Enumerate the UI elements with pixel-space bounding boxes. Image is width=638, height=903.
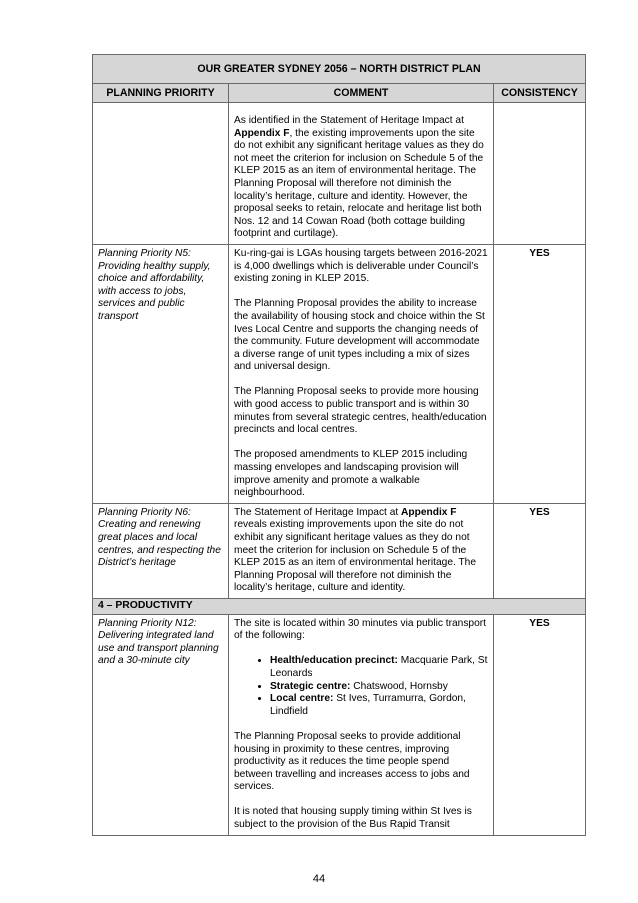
comment-text: The Statement of Heritage Impact at xyxy=(234,506,402,518)
comment-paragraph: The Planning Proposal seeks to provide more housing with good access to public transport and is within 30 minutes from several strategic centres, health/education precincts and local centres. xyxy=(234,386,487,436)
comment-text: , the existing improvements upon the site do not exhibit any significant heritage values as they do not meet the criterion for inclusion on Schedule 5 of the KLEP 2015 as an item of environmental heritage. The Planning Proposal will therefore not diminish the locality’s heritage, culture and identity. However, the proposal seeks to retain, relocate and heritage list both Nos. 12 and 14 Cowan Road (both cottage building footprint and curtilage). xyxy=(234,127,484,240)
priority-cell: Planning Priority N6: Creating and renewing great places and local centres, and respecting the District’s heritage xyxy=(93,503,229,598)
comment-text: As identified in the Statement of Heritage Impact at xyxy=(234,115,464,126)
north-district-plan-table xyxy=(92,54,586,836)
list-item-text: St Ives, Turramurra, Gordon, Lindfield xyxy=(270,693,466,717)
priority-cell: Planning Priority N12: Delivering integrated land use and transport planning and a 30-minute city xyxy=(93,614,229,835)
list-item xyxy=(270,681,488,694)
list-item-label: Local centre: xyxy=(270,693,334,705)
list-item xyxy=(270,693,488,718)
consistency-cell: YES xyxy=(494,244,586,503)
section-row xyxy=(93,598,586,614)
appendix-reference: Appendix F xyxy=(401,506,457,518)
comment-paragraph: The Planning Proposal provides the ability to increase the availability of housing stock and choice within the St Ives Local Centre and supports the changing needs of the community. Future development will accommodate a diverse range of unit types including a mix of sizes and universal design. xyxy=(234,298,485,373)
table-title: OUR GREATER SYDNEY 2056 – NORTH DISTRICT PLAN xyxy=(93,55,586,84)
centres-list xyxy=(234,655,488,718)
list-item-label: Strategic centre: xyxy=(270,680,351,692)
list-item-label: Health/education precinct: xyxy=(270,655,398,667)
comment-paragraph: The proposed amendments to KLEP 2015 including massing envelopes and landscaping provision will improve amenity and promote a walkable neighbourhood. xyxy=(234,449,468,499)
section-heading: 4 – PRODUCTIVITY xyxy=(93,598,586,614)
priority-cell: Planning Priority N5: Providing healthy supply, choice and affordability, with access to jobs, services and public transport xyxy=(93,244,229,503)
consistency-cell xyxy=(494,103,586,245)
list-item-text: Macquarie Park, St Leonards xyxy=(270,655,488,679)
comment-paragraph: It is noted that housing supply timing within St Ives is subject to the provision of the Bus Rapid Transit xyxy=(234,806,472,831)
table-row xyxy=(93,103,586,245)
table-row xyxy=(93,244,586,503)
comment-cell xyxy=(229,503,494,598)
comment-cell xyxy=(229,614,494,835)
comment-paragraph: The site is located within 30 minutes via public transport of the following: xyxy=(234,617,486,642)
comment-cell xyxy=(229,244,494,503)
header-row xyxy=(93,84,586,103)
list-item xyxy=(270,655,488,680)
consistency-cell: YES xyxy=(494,614,586,835)
comment-paragraph: The Planning Proposal seeks to provide additional housing in proximity to these centres, improving productivity as it reduces the time people spend between travelling and increases access to jobs and services. xyxy=(234,730,470,793)
list-item-text: Chatswood, Hornsby xyxy=(350,680,448,692)
table-row xyxy=(93,614,586,835)
header-comment: COMMENT xyxy=(229,84,494,103)
page-number: 44 xyxy=(312,873,326,885)
priority-cell xyxy=(93,103,229,245)
comment-cell xyxy=(229,103,494,245)
header-planning-priority: PLANNING PRIORITY xyxy=(93,84,229,103)
consistency-cell: YES xyxy=(494,503,586,598)
comment-paragraph xyxy=(234,115,488,241)
table-row xyxy=(93,503,586,598)
header-consistency: CONSISTENCY xyxy=(494,84,586,103)
comment-paragraph: Ku-ring-gai is LGAs housing targets between 2016-2021 is 4,000 dwellings which is deliverable under Council’s existing zoning in KLEP 2015. xyxy=(234,247,488,285)
appendix-reference: Appendix F xyxy=(234,127,290,139)
comment-text: reveals existing improvements upon the site do not exhibit any significant heritage values as they do not meet the criterion for inclusion on Schedule 5 of the KLEP 2015 as an item of environmental heritage. The Planning Proposal will therefore not diminish the locality’s heritage, culture and identity. xyxy=(234,519,477,594)
comment-paragraph xyxy=(234,507,488,595)
